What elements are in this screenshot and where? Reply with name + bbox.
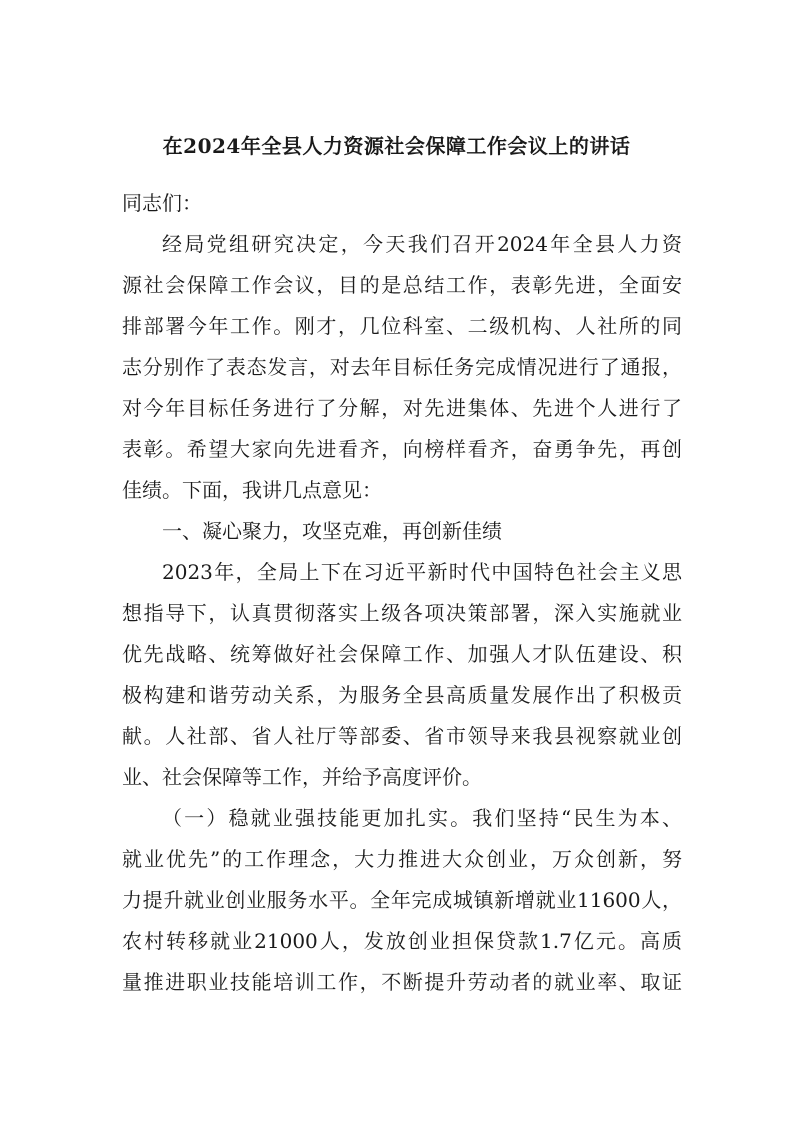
paragraph-line: 献。人社部、省人社厅等部委、省市领导来我县视察就业创 <box>122 724 682 748</box>
paragraph-line: 志分别作了表态发言，对去年目标任务完成情况进行了通报， <box>122 355 682 379</box>
paragraph-line: 力提升就业创业服务水平。全年完成城镇新增就业11600人， <box>122 888 682 912</box>
paragraph-line: 对今年目标任务进行了分解，对先进集体、先进个人进行了 <box>122 396 682 420</box>
paragraph-line: 表彰。希望大家向先进看齐，向榜样看齐，奋勇争先，再创 <box>122 437 682 461</box>
section-heading: 一、凝心聚力，攻坚克难，再创新佳绩 <box>162 519 502 543</box>
paragraph-line: 极构建和谐劳动关系，为服务全县高质量发展作出了积极贡 <box>122 683 682 707</box>
paragraph-line: 经局党组研究决定，今天我们召开2024年全县人力资 <box>162 232 682 256</box>
paragraph-line: 农村转移就业21000人，发放创业担保贷款1.7亿元。高质 <box>122 929 682 953</box>
paragraph-line: 优先战略、统筹做好社会保障工作、加强人才队伍建设、积 <box>122 642 682 666</box>
paragraph-line: 就业优先”的工作理念，大力推进大众创业，万众创新，努 <box>122 847 682 871</box>
paragraph-line: 业、社会保障等工作，并给予高度评价。 <box>122 765 482 789</box>
paragraph-line: 2023年，全局上下在习近平新时代中国特色社会主义思 <box>162 560 682 584</box>
paragraph-line: 想指导下，认真贯彻落实上级各项决策部署，深入实施就业 <box>122 601 682 625</box>
paragraph-line: 源社会保障工作会议，目的是总结工作，表彰先进，全面安 <box>122 273 682 297</box>
paragraph-line: 佳绩。下面，我讲几点意见： <box>122 478 382 502</box>
document-title: 在2024年全县人力资源社会保障工作会议上的讲话 <box>162 134 631 158</box>
paragraph-line: 排部署今年工作。刚才，几位科室、二级机构、人社所的同 <box>122 314 682 338</box>
salutation: 同志们： <box>122 191 202 215</box>
paragraph-line: （一）稳就业强技能更加扎实。我们坚持“民生为本、 <box>162 806 682 830</box>
paragraph-line: 量推进职业技能培训工作，不断提升劳动者的就业率、取证 <box>122 970 682 994</box>
